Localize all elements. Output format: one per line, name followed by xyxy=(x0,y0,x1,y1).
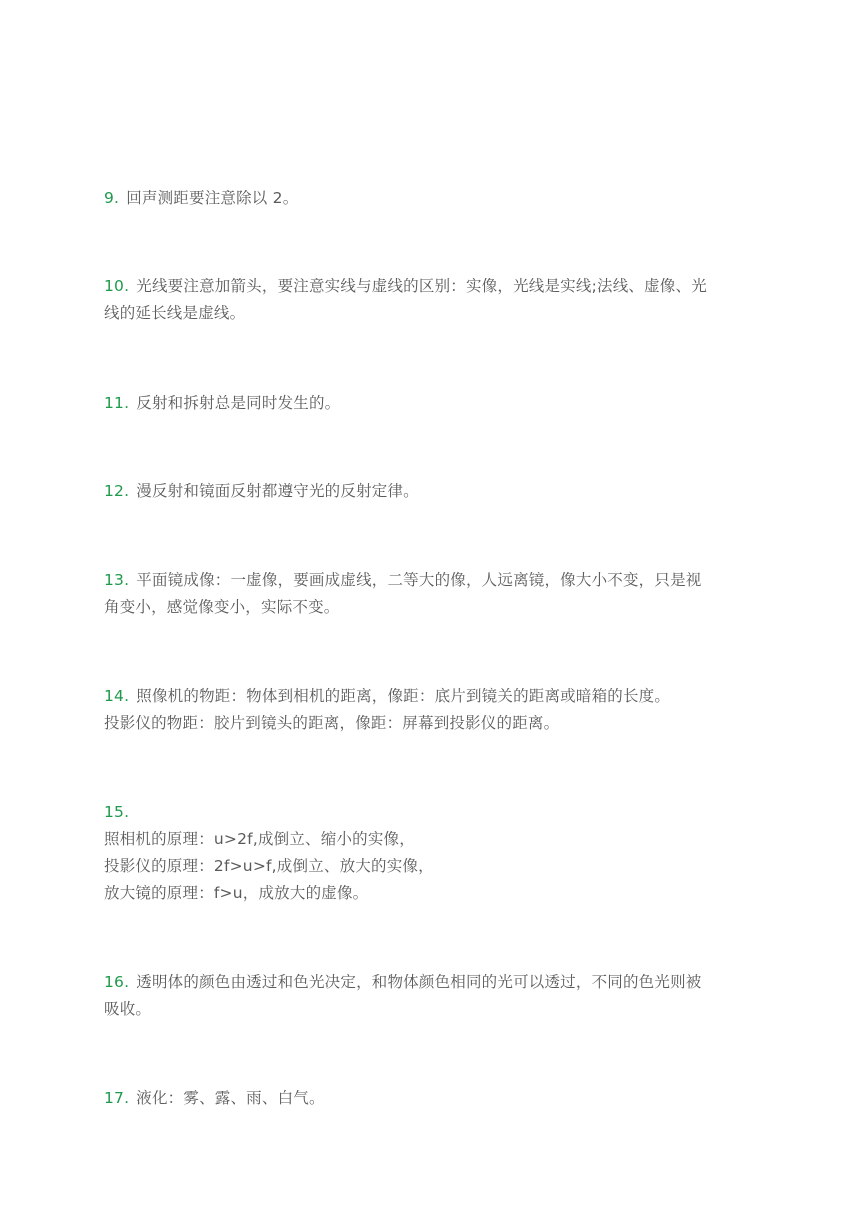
list-item-9 xyxy=(104,185,760,212)
item-number: 13. xyxy=(104,571,130,589)
item-text: 透明体的颜色由透过和色光决定，和物体颜色相同的光可以透过，不同的色光则被 xyxy=(136,973,702,991)
item-text: 投影仪的原理：2f>u>f,成倒立、放大的实像， xyxy=(104,857,434,875)
item-text: 光线要注意加箭头，要注意实线与虚线的区别：实像，光线是实线;法线、虚像、光 xyxy=(136,277,707,295)
list-item-10 xyxy=(104,273,760,327)
list-item-12 xyxy=(104,478,760,505)
list-item-11 xyxy=(104,390,760,417)
item-number: 16. xyxy=(104,973,130,991)
item-number: 17. xyxy=(104,1089,130,1107)
list-item-15 xyxy=(104,799,760,907)
item-text: 反射和拆射总是同时发生的。 xyxy=(136,394,341,412)
document-page xyxy=(104,0,760,1216)
item-number: 11. xyxy=(104,394,130,412)
item-line xyxy=(104,683,760,710)
item-line xyxy=(104,969,760,996)
item-text: 回声测距要注意除以 2。 xyxy=(126,189,299,207)
list-item-14 xyxy=(104,683,760,737)
item-text: 照像机的物距：物体到相机的距离，像距：底片到镜关的距离或暗箱的长度。 xyxy=(136,687,671,705)
item-line xyxy=(104,273,760,300)
item-number: 14. xyxy=(104,687,130,705)
item-text: 漫反射和镜面反射都遵守光的反射定律。 xyxy=(136,482,419,500)
item-number: 12. xyxy=(104,482,130,500)
item-line xyxy=(104,1085,760,1112)
item-text: 角变小，感觉像变小，实际不变。 xyxy=(104,598,340,616)
item-text: 放大镜的原理：f>u，成放大的虚像。 xyxy=(104,884,369,902)
item-line xyxy=(104,185,760,212)
list-item-16 xyxy=(104,969,760,1023)
item-text: 照相机的原理：u>2f,成倒立、缩小的实像， xyxy=(104,830,415,848)
item-text: 平面镜成像：一虚像，要画成虚线，二等大的像，人远离镜，像大小不变，只是视 xyxy=(136,571,702,589)
item-line xyxy=(104,567,760,594)
item-number: 9. xyxy=(104,189,120,207)
list-item-17 xyxy=(104,1085,760,1112)
item-text: 吸收。 xyxy=(104,1000,152,1018)
item-text: 投影仪的物距：胶片到镜头的距离，像距：屏幕到投影仪的距离。 xyxy=(104,714,560,732)
item-line xyxy=(104,478,760,505)
item-number: 15. xyxy=(104,803,130,821)
item-text: 液化：雾、露、雨、白气。 xyxy=(136,1089,325,1107)
item-text: 线的延长线是虚线。 xyxy=(104,304,246,322)
list-item-13 xyxy=(104,567,760,621)
item-number: 10. xyxy=(104,277,130,295)
item-line xyxy=(104,390,760,417)
